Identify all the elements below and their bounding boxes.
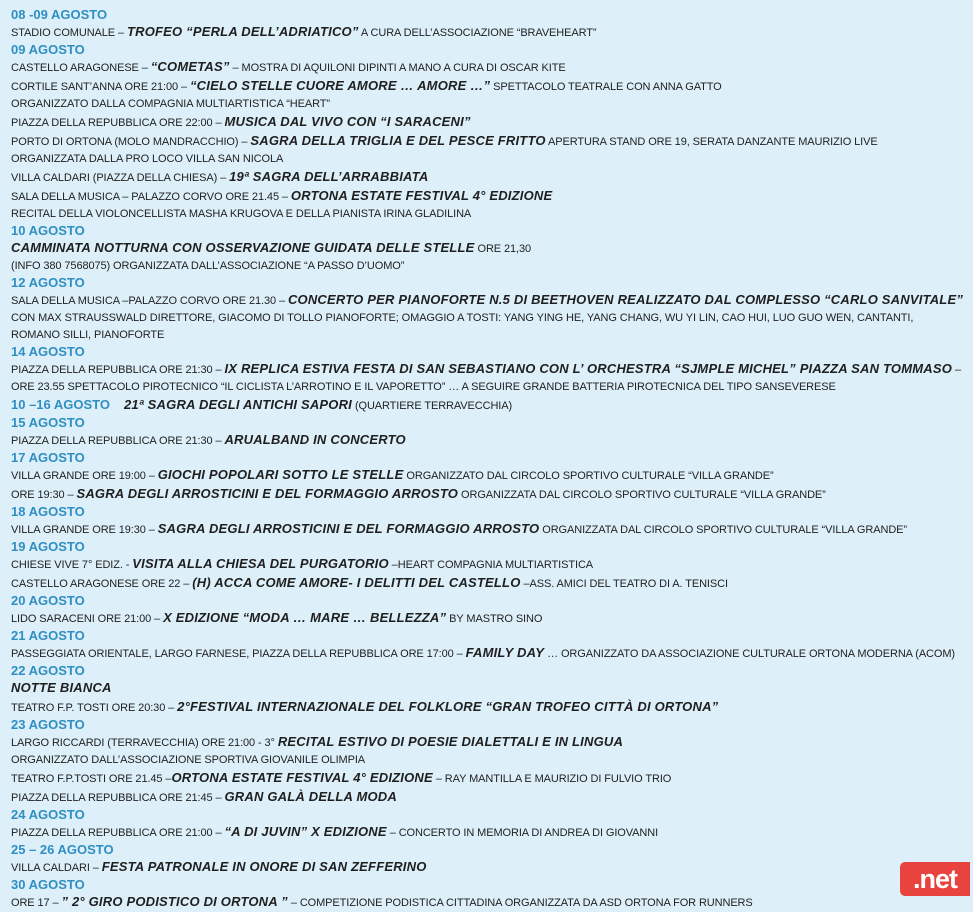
event-title: MUSICA DAL VIVO CON “I SARACENI” [224, 114, 471, 129]
event-date [11, 415, 965, 431]
event-date [11, 877, 965, 893]
day-block [11, 504, 965, 539]
event-line [11, 58, 965, 77]
event-detail: ORE 19:30 – [11, 489, 77, 501]
event-date [11, 396, 965, 415]
event-date [11, 717, 965, 733]
event-title: GIOCHI POPOLARI SOTTO LE STELLE [157, 467, 404, 482]
event-line [11, 113, 965, 132]
event-title: ORTONA ESTATE FESTIVAL 4° EDIZIONE [290, 188, 553, 203]
event-detail: LARGO RICCARDI (TERRAVECCHIA) ORE 21:00 - 3° [11, 737, 278, 749]
event-detail: – CONCERTO IN MEMORIA DI ANDREA DI GIOVANNI [386, 827, 659, 839]
event-detail: ORGANIZZATA DAL CIRCOLO SPORTIVO CULTURALE “VILLA GRANDE” [539, 524, 907, 536]
event-date [11, 275, 965, 291]
event-detail: ORE 21,30 [474, 243, 532, 255]
event-title: (H) ACCA COME AMORE- I DELITTI DEL CASTELLO [192, 575, 521, 590]
event-detail: LIDO SARACENI ORE 21:00 – [11, 613, 164, 625]
event-line [11, 752, 965, 769]
day-block [11, 539, 965, 593]
event-detail: CON MAX STRAUSSWALD DIRETTORE, GIACOMO DI TOLLO PIANOFORTE; OMAGGIO A TOSTI: YANG YING HE, YANG CHANG, WU YI LIN, CAO HUI, LUO GUO WEN, CANTANTI, ROMANO SILLI, PIANOFORTE [11, 312, 914, 341]
event-detail: RECITAL DELLA VIOLONCELLISTA MASHA KRUGOVA E DELLA PIANISTA IRINA GLADILINA [11, 208, 472, 220]
event-line [11, 77, 965, 96]
event-date-label: 09 AGOSTO [11, 42, 85, 57]
event-date [11, 628, 965, 644]
event-detail: (QUARTIERE TERRAVECCHIA) [351, 400, 513, 412]
event-line [11, 733, 965, 752]
event-title: ORTONA ESTATE FESTIVAL 4° EDIZIONE [171, 770, 433, 785]
event-detail: STADIO COMUNALE – [11, 27, 127, 39]
event-detail: – MOSTRA DI AQUILONI DIPINTI A MANO A CURA DI OSCAR KITE [229, 62, 566, 74]
event-date-label: 10 –16 AGOSTO [11, 397, 110, 412]
day-block [11, 7, 965, 42]
event-title: ” 2° GIRO PODISTICO DI ORTONA ” [61, 894, 288, 909]
event-title: RECITAL ESTIVO DI POESIE DIALETTALI E IN LINGUA [277, 734, 624, 749]
day-block [11, 877, 965, 912]
event-title: “CIELO STELLE CUORE AMORE … AMORE …” [189, 78, 491, 93]
event-date [11, 450, 965, 466]
event-title: SAGRA DEGLI ARROSTICINI E DEL FORMAGGIO ARROSTO [157, 521, 540, 536]
day-block [11, 717, 965, 807]
event-title: 19ª SAGRA DELL’ARRABBIATA [229, 169, 429, 184]
event-detail: (INFO 380 7568075) ORGANIZZATA DALL’ASSOCIAZIONE “A PASSO D’UOMO” [11, 260, 405, 272]
event-line [11, 858, 965, 877]
event-line [124, 397, 513, 412]
event-date-label: 30 AGOSTO [11, 877, 85, 892]
event-line [11, 360, 965, 396]
event-title: TROFEO “PERLA DELL’ADRIATICO” [126, 24, 359, 39]
event-detail: VILLA GRANDE ORE 19:30 – [11, 524, 158, 536]
event-detail: TEATRO F.P. TOSTI ORE 20:30 – [11, 702, 178, 714]
day-block [11, 628, 965, 663]
event-line [11, 206, 965, 223]
event-date-label: 25 – 26 AGOSTO [11, 842, 114, 857]
event-detail: APERTURA STAND ORE 19, SERATA DANZANTE MAURIZIO LIVE [545, 136, 878, 148]
site-logo: .net [900, 862, 970, 896]
day-block [11, 275, 965, 344]
event-title: GRAN GALÀ DELLA MODA [224, 789, 397, 804]
event-date [11, 7, 965, 23]
event-line [11, 609, 965, 628]
event-detail: ORGANIZZATA DAL CIRCOLO SPORTIVO CULTURALE “VILLA GRANDE” [458, 489, 826, 501]
event-detail: –HEART COMPAGNIA MULTIARTISTICA [388, 559, 594, 571]
day-block [11, 450, 965, 504]
day-block [11, 344, 965, 396]
day-block [11, 415, 965, 450]
event-line [11, 187, 965, 206]
event-date [11, 807, 965, 823]
event-line [11, 698, 965, 717]
event-title: FESTA PATRONALE IN ONORE DI SAN ZEFFERINO [101, 859, 427, 874]
event-title: CAMMINATA NOTTURNA CON OSSERVAZIONE GUIDATA DELLE STELLE [11, 240, 475, 255]
event-line [11, 520, 965, 539]
day-block [11, 593, 965, 628]
event-detail: ORGANIZZATO DALLA COMPAGNIA MULTIARTISTICA “HEART” [11, 98, 330, 110]
event-detail: PIAZZA DELLA REPUBBLICA ORE 22:00 – [11, 117, 225, 129]
event-title: X EDIZIONE “MODA … MARE … BELLEZZA” [163, 610, 447, 625]
event-line [11, 431, 965, 450]
event-date [11, 223, 965, 239]
event-detail: VILLA CALDARI (PIAZZA DELLA CHIESA) – [11, 172, 230, 184]
event-line [11, 679, 965, 698]
event-detail: PORTO DI ORTONA (MOLO MANDRACCHIO) – [11, 136, 251, 148]
event-detail: – RAY MANTILLA E MAURIZIO DI FULVIO TRIO [432, 773, 672, 785]
event-detail: – COMPETIZIONE PODISTICA CITTADINA ORGANIZZATA DA ASD ORTONA FOR RUNNERS [287, 897, 753, 909]
event-date [11, 42, 965, 58]
event-line [11, 788, 965, 807]
event-date-label: 17 AGOSTO [11, 450, 85, 465]
event-date [11, 344, 965, 360]
event-line [11, 132, 965, 151]
day-block [11, 396, 965, 415]
event-line [11, 893, 965, 912]
event-date-label: 12 AGOSTO [11, 275, 85, 290]
event-title: 21ª SAGRA DEGLI ANTICHI SAPORI [124, 397, 352, 412]
day-block [11, 807, 965, 842]
event-title: “A DI JUVIN” X EDIZIONE [224, 824, 387, 839]
event-line [11, 769, 965, 788]
event-line [11, 555, 965, 574]
event-line [11, 644, 965, 663]
event-title: SAGRA DELLA TRIGLIA E DEL PESCE FRITTO [250, 133, 546, 148]
event-detail: ORGANIZZATA DALLA PRO LOCO VILLA SAN NICOLA [11, 153, 284, 165]
event-date-label: 22 AGOSTO [11, 663, 85, 678]
event-detail: TEATRO F.P.TOSTI ORE 21.45 – [11, 773, 172, 785]
event-line [11, 466, 965, 485]
event-date-label: 14 AGOSTO [11, 344, 85, 359]
event-line [11, 823, 965, 842]
event-detail: VILLA CALDARI – [11, 862, 102, 874]
event-title: VISITA ALLA CHIESA DEL PURGATORIO [132, 556, 389, 571]
event-line [11, 258, 965, 275]
event-date-label: 24 AGOSTO [11, 807, 85, 822]
event-detail: PIAZZA DELLA REPUBBLICA ORE 21:30 – [11, 364, 225, 376]
event-date-label: 19 AGOSTO [11, 539, 85, 554]
event-line [11, 574, 965, 593]
event-line [11, 239, 965, 258]
event-line [11, 291, 965, 344]
event-date-label: 15 AGOSTO [11, 415, 85, 430]
event-detail: A CURA DELL’ASSOCIAZIONE “BRAVEHEART” [358, 27, 597, 39]
event-date-label: 20 AGOSTO [11, 593, 85, 608]
event-detail: CASTELLO ARAGONESE – [11, 62, 151, 74]
event-detail: SALA DELLA MUSICA – PALAZZO CORVO ORE 21.45 – [11, 191, 291, 203]
event-title: 2°FESTIVAL INTERNAZIONALE DEL FOLKLORE “GRAN TROFEO CITTÀ DI ORTONA” [177, 699, 719, 714]
day-block [11, 42, 965, 223]
event-detail: –ASS. AMICI DEL TEATRO DI A. TENISCI [520, 578, 728, 590]
event-date-label: 18 AGOSTO [11, 504, 85, 519]
event-date-label: 23 AGOSTO [11, 717, 85, 732]
event-detail: PIAZZA DELLA REPUBBLICA ORE 21:00 – [11, 827, 225, 839]
event-detail: – ORE 23.55 SPETTACOLO PIROTECNICO “IL CICLISTA L’ARROTINO E IL VAPORETTO” … A SEGUIRE GRANDE BATTERIA PIROTECNICA DEL TIPO SANSEVERESE [11, 364, 962, 393]
event-line [11, 23, 965, 42]
event-detail: ORGANIZZATO DAL CIRCOLO SPORTIVO CULTURALE “VILLA GRANDE” [403, 470, 774, 482]
event-detail: PASSEGGIATA ORIENTALE, LARGO FARNESE, PIAZZA DELLA REPUBBLICA ORE 17:00 – [11, 648, 466, 660]
day-block [11, 842, 965, 877]
event-line [11, 168, 965, 187]
event-title: ARUALBAND IN CONCERTO [224, 432, 406, 447]
event-date [11, 539, 965, 555]
event-date-label: 08 -09 AGOSTO [11, 7, 108, 22]
event-detail: ORE 17 – [11, 897, 62, 909]
event-date-label: 21 AGOSTO [11, 628, 85, 643]
day-block [11, 663, 965, 717]
event-detail: ORGANIZZATO DALL’ASSOCIAZIONE SPORTIVA GIOVANILE OLIMPIA [11, 754, 366, 766]
event-title: CONCERTO PER PIANOFORTE N.5 DI BEETHOVEN REALIZZATO DAL COMPLESSO “CARLO SANVITALE” [287, 292, 964, 307]
day-block [11, 223, 965, 275]
event-detail: CHIESE VIVE 7° EDIZ. - [11, 559, 133, 571]
event-date [11, 593, 965, 609]
event-title: SAGRA DEGLI ARROSTICINI E DEL FORMAGGIO ARROSTO [76, 486, 459, 501]
event-detail: CASTELLO ARAGONESE ORE 22 – [11, 578, 193, 590]
event-title: NOTTE BIANCA [11, 680, 112, 695]
event-detail: PIAZZA DELLA REPUBBLICA ORE 21:45 – [11, 792, 225, 804]
event-detail: VILLA GRANDE ORE 19:00 – [11, 470, 158, 482]
event-detail: CORTILE SANT’ANNA ORE 21:00 – [11, 81, 190, 93]
event-line [11, 151, 965, 168]
event-title: IX REPLICA ESTIVA FESTA DI SAN SEBASTIANO CON L’ ORCHESTRA “SJMPLE MICHEL” PIAZZA SAN TOMMASO [224, 361, 953, 376]
event-detail: SALA DELLA MUSICA –PALAZZO CORVO ORE 21.30 – [11, 295, 288, 307]
event-date-label: 10 AGOSTO [11, 223, 85, 238]
event-line [11, 96, 965, 113]
event-title: “COMETAS” [150, 59, 230, 74]
event-date [11, 504, 965, 520]
event-detail: PIAZZA DELLA REPUBBLICA ORE 21:30 – [11, 435, 225, 447]
event-detail: BY MASTRO SINO [446, 613, 543, 625]
event-detail: SPETTACOLO TEATRALE CON ANNA GATTO [490, 81, 722, 93]
event-detail: … ORGANIZZATO DA ASSOCIAZIONE CULTURALE ORTONA MODERNA (ACOM) [544, 648, 955, 660]
event-date [11, 842, 965, 858]
event-line [11, 485, 965, 504]
event-date [11, 663, 965, 679]
event-title: FAMILY DAY [465, 645, 545, 660]
